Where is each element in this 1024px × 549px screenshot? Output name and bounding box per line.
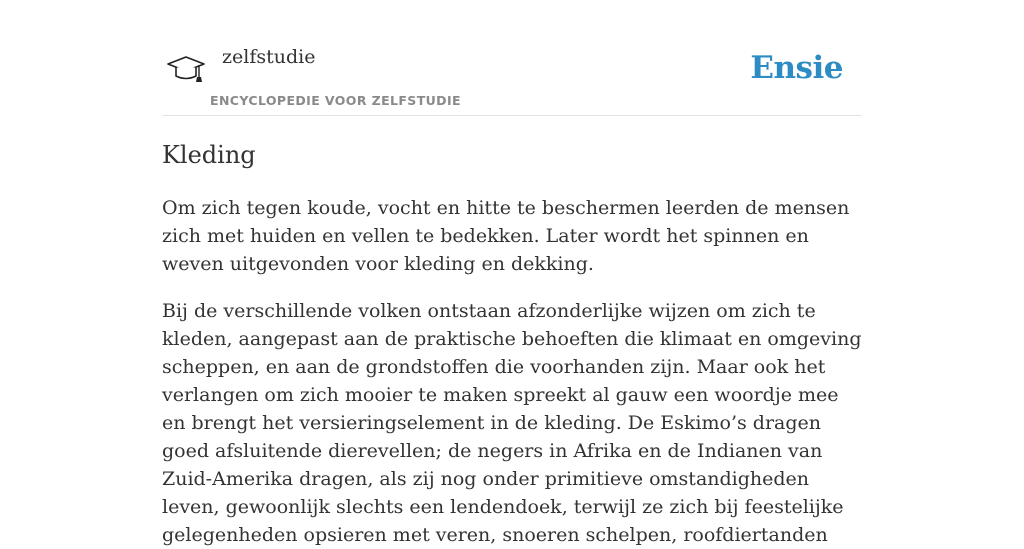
page [162, 0, 862, 549]
site-header [162, 0, 862, 116]
site-name-link[interactable]: zelfstudie [222, 46, 316, 68]
graduation-cap-icon[interactable] [166, 52, 206, 88]
ensie-brand-logo[interactable]: Ensie [750, 50, 843, 86]
site-tagline: ENCYCLOPEDIE VOOR ZELFSTUDIE [210, 93, 461, 108]
article-paragraph: Bij de verschillende volken ontstaan afzonderlijke wijzen om zich te kleden, aangepast aan de praktische behoeften die klimaat en omgeving scheppen, en aan de grondstoffen die voorhanden zijn. Maar ook het verlangen om zich mooier te maken spreekt al gauw een woordje mee en brengt het versieringselement in de kleding. De Eskimo’s dragen goed afsluitende dierevellen; de negers in Afrika en de Indianen van Zuid-Amerika dragen, als zij nog onder primitieve omstandigheden leven, gewoonlijk slechts een lendendoek, terwijl ze zich bij feestelijke gelegenheden opsieren met veren, snoeren schelpen, roofdiertanden [162, 300, 862, 546]
article-body [162, 194, 862, 549]
article-title: Kleding [162, 141, 256, 169]
article-paragraph: Om zich tegen koude, vocht en hitte te beschermen leerden de mensen zich met huiden en vellen te bedekken. Later wordt het spinnen en weven uitgevonden voor kleding en dekking. [162, 197, 850, 275]
